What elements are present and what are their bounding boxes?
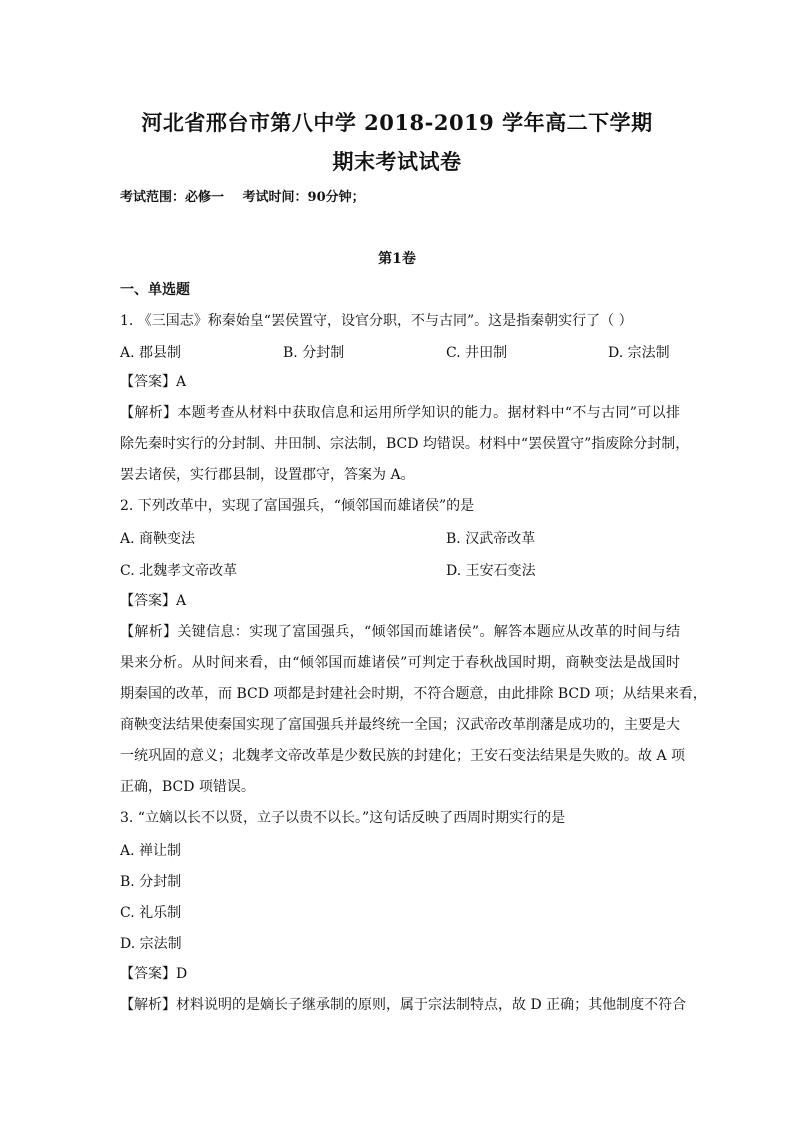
- question-2-analysis-line: 期秦国的改革，而 BCD 项都是封建社会时期，不符合题意，由此排除 BCD 项；从结果来看，: [120, 686, 707, 702]
- exam-meta: [120, 186, 379, 205]
- exam-scope: 考试范围：必修一: [120, 190, 225, 205]
- question-1-option-a: A. 郡县制: [120, 345, 182, 361]
- question-2-analysis-line: 一统巩固的意义；北魏孝文帝改革是少数民族的封建化；王安石变法结果是失败的。故 A 项: [120, 748, 686, 764]
- document-title-line1: 河北省邢台市第八中学 2018-2019 学年高二下学期: [141, 110, 653, 135]
- document-title-line2: 期末考试试卷: [332, 149, 462, 174]
- question-1-analysis-line: 【解析】本题考查从材料中获取信息和运用所学知识的能力。据材料中“不与古同”可以排: [120, 405, 680, 421]
- question-2-analysis-line: 正确，BCD 项错误。: [120, 779, 255, 795]
- question-3-answer: 【答案】D: [120, 966, 188, 982]
- question-2-analysis-line: 商鞅变法结果使秦国实现了富国强兵并最终统一全国；汉武帝改革削藩是成功的，主要是大: [120, 717, 680, 733]
- question-3-option-c: C. 礼乐制: [120, 905, 182, 921]
- question-2-stem: 2. 下列改革中，实现了富国强兵，“倾邻国而雄诸侯”的是: [120, 498, 475, 514]
- question-3-analysis-line: 【解析】材料说明的是嫡长子继承制的原则，属于宗法制特点，故 D 正确；其他制度不符合: [120, 997, 687, 1013]
- question-1-option-d: D. 宗法制: [608, 345, 670, 361]
- question-1-stem: 1. 《三国志》称秦始皇“罢侯置守，设官分职，不与古同”。这是指秦朝实行了（ ）: [120, 313, 633, 329]
- question-3-stem: 3. “立嫡以长不以贤，立子以贵不以长。”这句话反映了西周时期实行的是: [120, 810, 566, 826]
- question-2-analysis-line: 【解析】关键信息：实现了富国强兵，“倾邻国而雄诸侯”。解答本题应从改革的时间与结: [120, 624, 680, 640]
- question-1-analysis-line: 罢去诸侯，实行郡县制，设置郡守，答案为 A。: [120, 467, 415, 483]
- question-1-option-b: B. 分封制: [283, 345, 345, 361]
- question-2-option-a: A. 商鞅变法: [120, 531, 196, 547]
- question-1-analysis-line: 除先秦时实行的分封制、井田制、宗法制，BCD 均错误。材料中“罢侯置守”指废除分封制，: [120, 436, 690, 452]
- question-2-option-d: D. 王安石变法: [446, 563, 536, 579]
- question-1-option-c: C. 井田制: [446, 345, 508, 361]
- question-3-option-d: D. 宗法制: [120, 936, 182, 952]
- section-heading: 一、单选题: [120, 282, 190, 298]
- question-3-option-b: B. 分封制: [120, 874, 182, 890]
- question-2-option-b: B. 汉武帝改革: [446, 531, 536, 547]
- question-2-answer: 【答案】A: [120, 593, 187, 609]
- exam-time: 考试时间：90分钟；: [242, 190, 365, 205]
- question-2-analysis-line: 果来分析。从时间来看，由“倾邻国而雄诸侯”可判定于春秋战国时期，商鞅变法是战国时: [120, 655, 680, 671]
- question-1-answer: 【答案】A: [120, 374, 187, 390]
- volume-heading: 第1卷: [378, 251, 416, 267]
- question-3-option-a: A. 禅让制: [120, 843, 182, 859]
- question-2-option-c: C. 北魏孝文帝改革: [120, 563, 238, 579]
